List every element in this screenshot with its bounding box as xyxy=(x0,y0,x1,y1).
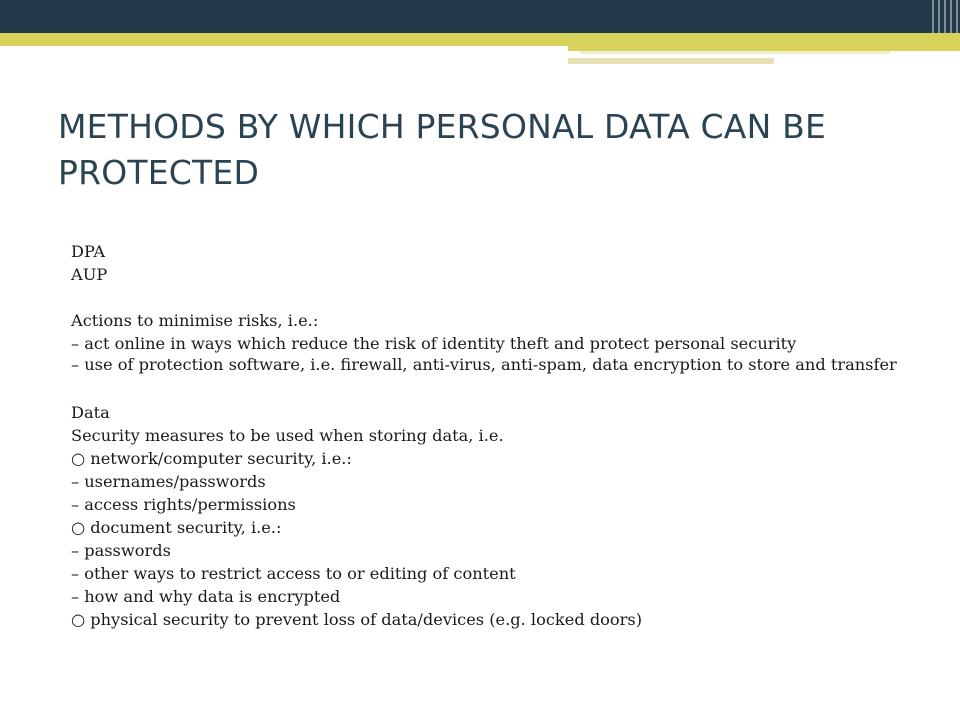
accent-band-left xyxy=(0,43,568,46)
slide-title: METHODS BY WHICH PERSONAL DATA CAN BE PROTECTED xyxy=(58,107,827,192)
header-bar xyxy=(0,0,960,33)
accent-band-right xyxy=(568,43,960,51)
body-line: AUP xyxy=(71,265,108,284)
body-line: ○ physical security to prevent loss of data/devices (e.g. locked doors) xyxy=(71,610,643,629)
body-line: ○ network/computer security, i.e.: xyxy=(71,449,352,468)
body-line: Data xyxy=(71,403,110,422)
body-line: – access rights/permissions xyxy=(71,495,296,514)
header-stripes xyxy=(930,0,960,33)
spacer xyxy=(71,378,921,401)
body-line: DPA xyxy=(71,242,106,261)
spacer xyxy=(71,286,921,309)
body-line: – other ways to restrict access to or editing of content xyxy=(71,564,516,583)
body-line: Security measures to be used when storing data, i.e. xyxy=(71,426,504,445)
body-line: – how and why data is encrypted xyxy=(71,587,341,606)
body-line: Actions to minimise risks, i.e.: xyxy=(71,311,319,330)
accent-highlight xyxy=(580,51,890,54)
body-line: – use of protection software, i.e. firewall, anti-virus, anti-spam, data encryption to store and transfer xyxy=(71,355,897,374)
body-line: ○ document security, i.e.: xyxy=(71,518,282,537)
accent-band xyxy=(0,33,960,43)
body-line: – usernames/passwords xyxy=(71,472,266,491)
accent-shadow xyxy=(568,58,774,64)
slide-body xyxy=(71,240,921,631)
body-line: – act online in ways which reduce the risk of identity theft and protect personal security xyxy=(71,334,797,353)
body-line: – passwords xyxy=(71,541,171,560)
